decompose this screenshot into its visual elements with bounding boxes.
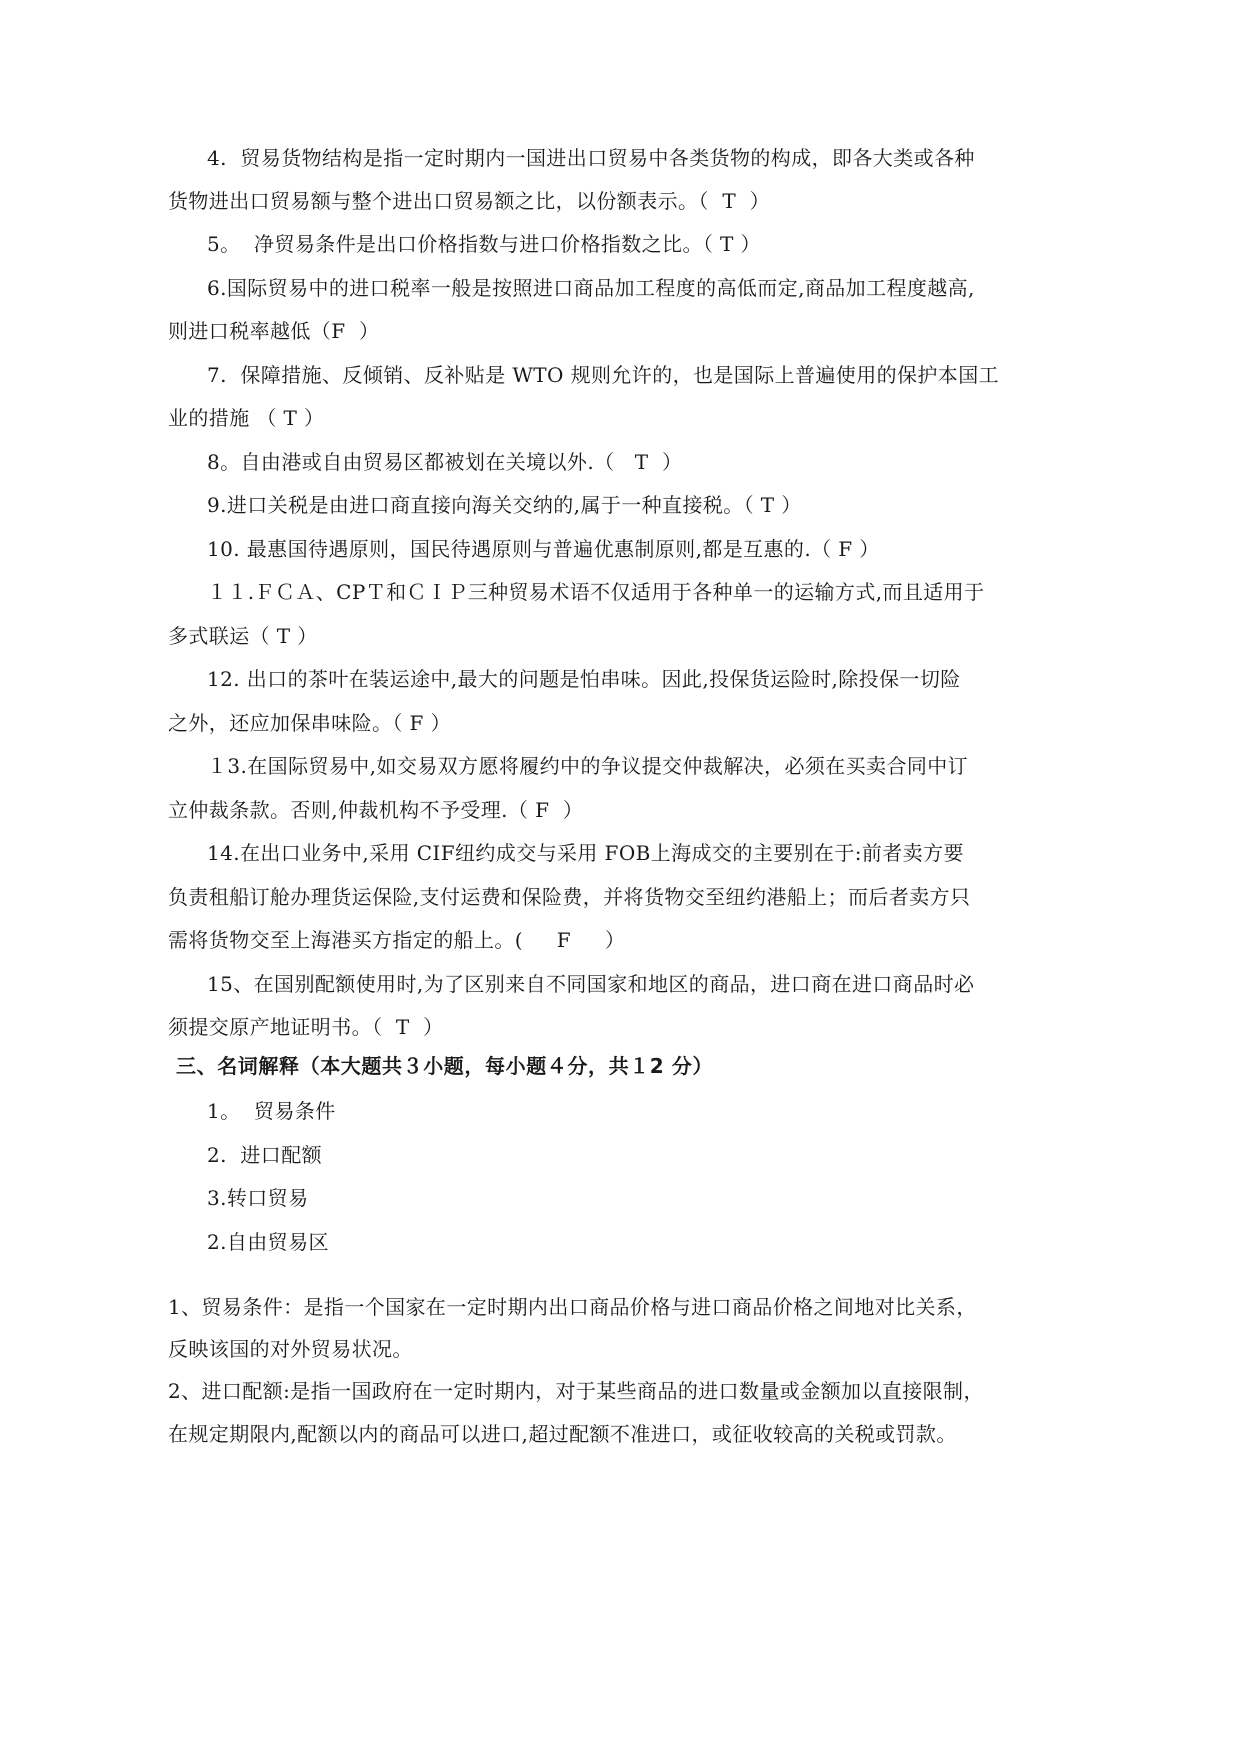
section-heading-terms: 三、名词解释（本大题共３小题，每小题４分，共１2 分） — [176, 1054, 714, 1078]
term-item-4: 2.自由贸易区 — [207, 1230, 329, 1254]
answer-1-line-2: 反映该国的对外贸易状况。 — [168, 1337, 413, 1361]
question-13-line-2: 立仲裁条款。否则,仲裁机构不予受理.（ F ） — [168, 798, 584, 822]
answer-2-line-2: 在规定期限内,配额以内的商品可以进口,超过配额不准进口，或征收较高的关税或罚款。 — [168, 1422, 957, 1446]
question-15-line-2: 须提交原产地证明书。（ T ） — [168, 1015, 444, 1039]
question-4-line-1: 4. 贸易货物结构是指一定时期内一国进出口贸易中各类货物的构成，即各大类或各种 — [207, 146, 975, 170]
question-13-line-1: １3.在国际贸易中,如交易双方愿将履约中的争议提交仲裁解决，必须在买卖合同中订 — [207, 754, 969, 778]
question-7-line-2: 业的措施 （ T ） — [168, 406, 325, 430]
question-8: 8。自由港或自由贸易区都被划在关境以外.（ T ） — [207, 450, 683, 474]
question-6-line-2: 则进口税率越低（F ） — [168, 319, 380, 343]
question-12-line-1: 12. 出口的茶叶在装运途中,最大的问题是怕串味。因此,投保货运险时,除投保一切险 — [207, 667, 961, 691]
question-12-line-2: 之外，还应加保串味险。（ F ） — [168, 711, 451, 735]
term-item-2: 2. 进口配额 — [207, 1143, 322, 1167]
term-item-1: 1。 贸易条件 — [207, 1099, 336, 1123]
question-15-line-1: 15、在国别配额使用时,为了区别来自不同国家和地区的商品，进口商在进口商品时必 — [207, 972, 975, 996]
question-4-line-2: 货物进出口贸易额与整个进出口贸易额之比，以份额表示。（ T ） — [168, 189, 770, 213]
question-10: 10. 最惠国待遇原则，国民待遇原则与普遍优惠制原则,都是互惠的.（ F ） — [207, 537, 880, 561]
question-11-line-2: 多式联运（ T ） — [168, 624, 318, 648]
question-11-line-1: １１.ＦＣＡ、CPＴ和ＣＩＰ三种贸易术语不仅适用于各种单一的运输方式,而且适用于 — [207, 580, 985, 604]
question-5: 5。 净贸易条件是出口价格指数与进口价格指数之比。（ T ） — [207, 232, 761, 256]
question-14-line-2: 负责租船订舱办理货运保险,支付运费和保险费，并将货物交至纽约港船上；而后者卖方只 — [168, 885, 971, 909]
question-7-line-1: 7. 保障措施、反倾销、反补贴是 WTO 规则允许的，也是国际上普遍使用的保护本国工 — [207, 363, 1000, 387]
question-9: 9.进口关税是由进口商直接向海关交纳的,属于一种直接税。（ T ） — [207, 493, 802, 517]
question-6-line-1: 6.国际贸易中的进口税率一般是按照进口商品加工程度的高低而定,商品加工程度越高, — [207, 276, 975, 300]
answer-1-line-1: 1、贸易条件：是指一个国家在一定时期内出口商品价格与进口商品价格之间地对比关系， — [168, 1295, 977, 1319]
question-14-line-1: 14.在出口业务中,采用 CIF纽约成交与采用 FOB上海成交的主要别在于:前者卖方要 — [207, 841, 964, 865]
answer-2-line-1: 2、进口配额:是指一国政府在一定时期内，对于某些商品的进口数量或金额加以直接限制， — [168, 1379, 984, 1403]
question-14-line-3: 需将货物交至上海港买方指定的船上。( F ） — [168, 928, 626, 952]
term-item-3: 3.转口贸易 — [207, 1186, 309, 1210]
